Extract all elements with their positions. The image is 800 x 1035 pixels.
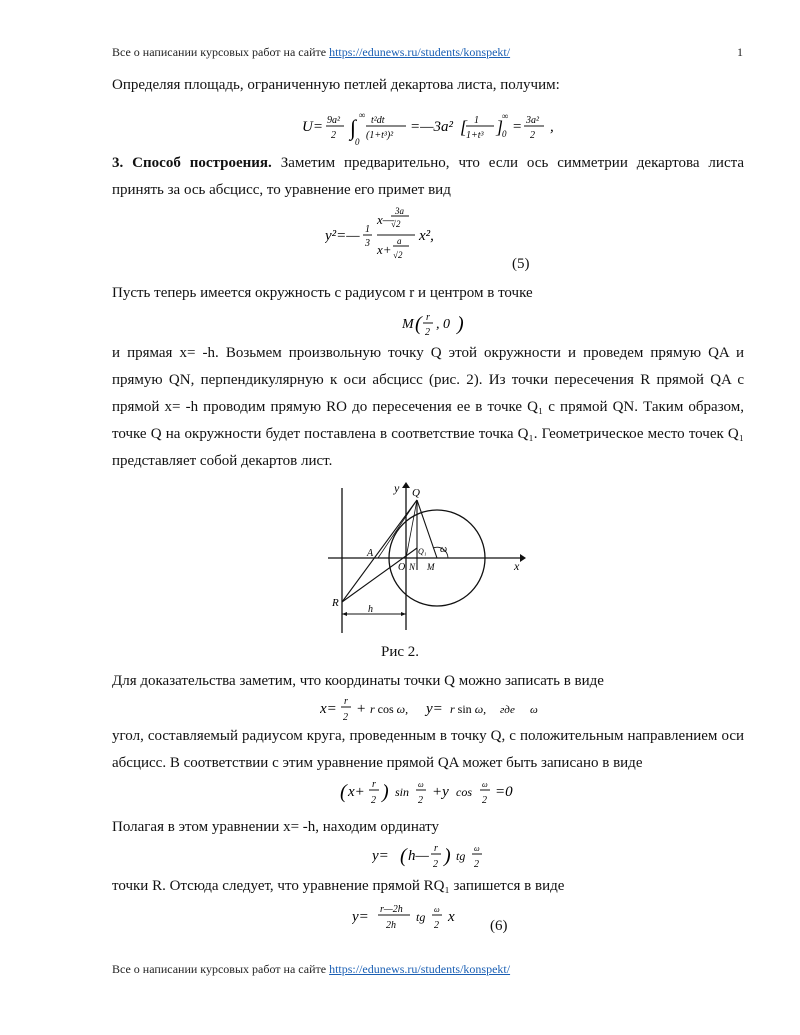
svg-text:∫: ∫	[350, 115, 357, 140]
svg-text:∞: ∞	[359, 110, 366, 120]
svg-text:1: 1	[365, 224, 370, 235]
label-R: R	[332, 597, 339, 609]
svg-text:tg: tg	[416, 910, 426, 924]
svg-text:(: (	[340, 781, 347, 803]
svg-text:2: 2	[433, 859, 438, 870]
svg-text:√2: √2	[391, 219, 401, 229]
svg-text:3a²: 3a²	[526, 115, 539, 126]
svg-text:y=: y=	[372, 848, 389, 864]
label-O: O	[398, 562, 406, 573]
figure-caption: Рис 2.	[380, 644, 420, 660]
svg-text:2: 2	[530, 130, 535, 141]
paragraph-4: и прямая x= -h. Возьмем произвольную точку Q этой окружности и проведем прямую QA и прямую QN, перпендикулярную к оси абсцисс (рис. 2). Из точки пересечения R прямой QA с прямой x= -h проводим прямую RO до пересечения ее в точке Q₁ с прямой QN. Таким образом, точке Q на окружности будет поставлена в соответствие точка Q₁. Геометрическое место точек Q₁ представляет собой декартов лист.	[112, 345, 744, 469]
y-axis-arrow	[402, 482, 410, 488]
svg-text:x²,: x²,	[419, 228, 434, 244]
label-x: x	[514, 559, 520, 573]
svg-text:y=: y=	[426, 701, 443, 717]
formula-coords-svg	[320, 693, 560, 727]
svg-text:+y: +y	[432, 784, 449, 800]
svg-text:r: r	[434, 843, 438, 854]
svg-text:1: 1	[474, 115, 479, 126]
svg-text:cos: cos	[456, 785, 472, 799]
figure-2	[320, 478, 530, 638]
svg-text:2: 2	[482, 795, 487, 806]
svg-text:0: 0	[502, 129, 507, 139]
label-h: h	[368, 604, 373, 615]
label-A: A	[367, 548, 374, 559]
formula-area-svg	[302, 107, 562, 147]
label-omega: ω	[440, 544, 448, 555]
svg-text:h—: h—	[408, 848, 429, 864]
svg-text:y²=—: y²=—	[325, 228, 360, 244]
svg-text:3a: 3a	[395, 206, 404, 216]
svg-text:2: 2	[331, 130, 336, 141]
svg-text:r—2h: r—2h	[380, 904, 403, 915]
svg-text:M: M	[402, 317, 414, 332]
footer-link[interactable]: https://edunews.ru/students/konspekt/	[329, 962, 511, 976]
paragraph-8: точки R. Отсюда следует, что уравнение прямой RQ₁ запишется в виде	[112, 878, 565, 894]
label-N: N	[409, 562, 416, 572]
svg-text:x: x	[448, 909, 455, 925]
svg-text:=: =	[512, 119, 523, 135]
formula-ordinate	[372, 840, 502, 874]
equation-number-5: (5)	[512, 256, 530, 272]
formula-line-qa	[340, 776, 540, 810]
page-footer	[112, 962, 510, 977]
svg-text:ω: ω	[434, 905, 440, 914]
svg-text:1+t³: 1+t³	[466, 130, 484, 141]
x-axis-arrow	[520, 554, 526, 562]
svg-text:2: 2	[343, 712, 348, 723]
page-number: 1	[737, 45, 743, 59]
formula-line-qa-svg	[340, 776, 540, 810]
formula-folium	[325, 202, 465, 268]
svg-text:): )	[444, 845, 451, 867]
equation-number-6: (6)	[490, 918, 508, 934]
formula-area	[302, 107, 562, 147]
svg-text:r: r	[372, 779, 376, 790]
svg-text:0: 0	[355, 137, 360, 147]
svg-text:(: (	[400, 845, 407, 867]
formula-folium-svg	[325, 202, 465, 268]
svg-text:]: ]	[496, 117, 504, 137]
svg-text:(: (	[415, 313, 422, 335]
formula-coords	[320, 693, 560, 727]
page-header	[112, 45, 510, 60]
svg-text:x+: x+	[348, 784, 365, 800]
svg-text:=0: =0	[495, 784, 513, 800]
label-Q1: Q₁	[418, 547, 427, 556]
footer-text: Все о написании курсовых работ на сайте	[112, 962, 330, 976]
svg-text:,: ,	[550, 119, 554, 135]
label-y: y	[394, 481, 400, 495]
header-link[interactable]: https://edunews.ru/students/konspekt/	[329, 45, 511, 59]
svg-text:x+: x+	[377, 242, 392, 257]
paragraph-7: Полагая в этом уравнении x= -h, находим ординату	[112, 819, 439, 835]
svg-text:y=: y=	[352, 909, 369, 925]
formula-line-rq1-svg	[352, 900, 472, 936]
svg-text:): )	[457, 313, 464, 335]
svg-text:tg: tg	[456, 849, 466, 863]
svg-text:2: 2	[425, 327, 430, 338]
svg-text:x—: x—	[377, 212, 395, 227]
formula-center-svg	[402, 308, 472, 344]
svg-text:[: [	[460, 117, 468, 137]
paragraph-5: Для доказательства заметим, что координаты точки Q можно записать в виде	[112, 673, 604, 689]
svg-text:): )	[382, 781, 389, 803]
section-heading: 3. Способ построения.	[112, 155, 272, 171]
svg-text:t²dt: t²dt	[371, 115, 385, 126]
label-Q: Q	[412, 487, 420, 499]
svg-text:a: a	[397, 236, 402, 246]
paragraph-2	[112, 150, 744, 204]
svg-text:ω: ω	[474, 844, 480, 853]
svg-text:r: r	[426, 312, 430, 323]
svg-text:2: 2	[371, 795, 376, 806]
svg-text:sin: sin	[395, 785, 410, 799]
svg-text:ω: ω	[418, 780, 424, 789]
paragraph-2-text: Заметим предварительно, что если ось симметрии декартова листа принять за ось абсцисс, то уравнение его примет вид	[112, 155, 745, 198]
svg-text:, 0: , 0	[436, 317, 450, 332]
svg-text:3: 3	[365, 238, 370, 249]
svg-text:x=: x=	[320, 701, 337, 717]
svg-text:2: 2	[418, 795, 423, 806]
paragraph-6: угол, составляемый радиусом круга, проведенным в точку Q, с положительным направлением оси абсцисс. В соответствии с этим уравнение прямой QA может быть записано в виде	[112, 728, 744, 771]
label-M: M	[427, 562, 435, 572]
svg-text:r cos ω,: r cos ω,	[370, 702, 409, 716]
svg-text:где: где	[500, 704, 515, 716]
svg-text:9a²: 9a²	[327, 115, 340, 126]
svg-text:ω: ω	[482, 780, 488, 789]
svg-text:ω: ω	[530, 704, 538, 716]
svg-text:+: +	[356, 701, 367, 717]
svg-text:2: 2	[474, 859, 479, 870]
svg-text:r sin ω,: r sin ω,	[450, 702, 487, 716]
formula-center	[402, 308, 472, 344]
paragraph-3: Пусть теперь имеется окружность с радиусом r и центром в точке	[112, 285, 533, 301]
svg-text:r: r	[344, 696, 348, 707]
svg-text:2: 2	[434, 920, 439, 931]
formula-line-rq1	[352, 900, 472, 936]
paragraph-1: Определяя площадь, ограниченную петлей декартова листа, получим:	[112, 77, 560, 93]
svg-text:2h: 2h	[386, 920, 396, 931]
svg-text:√2: √2	[393, 250, 403, 260]
svg-text:(1+t³)²: (1+t³)²	[366, 130, 394, 141]
svg-text:=—3a²: =—3a²	[410, 119, 453, 135]
header-text: Все о написании курсовых работ на сайте	[112, 45, 330, 59]
formula-ordinate-svg	[372, 840, 502, 874]
svg-text:∞: ∞	[502, 111, 509, 121]
svg-text:U=: U=	[302, 119, 323, 135]
